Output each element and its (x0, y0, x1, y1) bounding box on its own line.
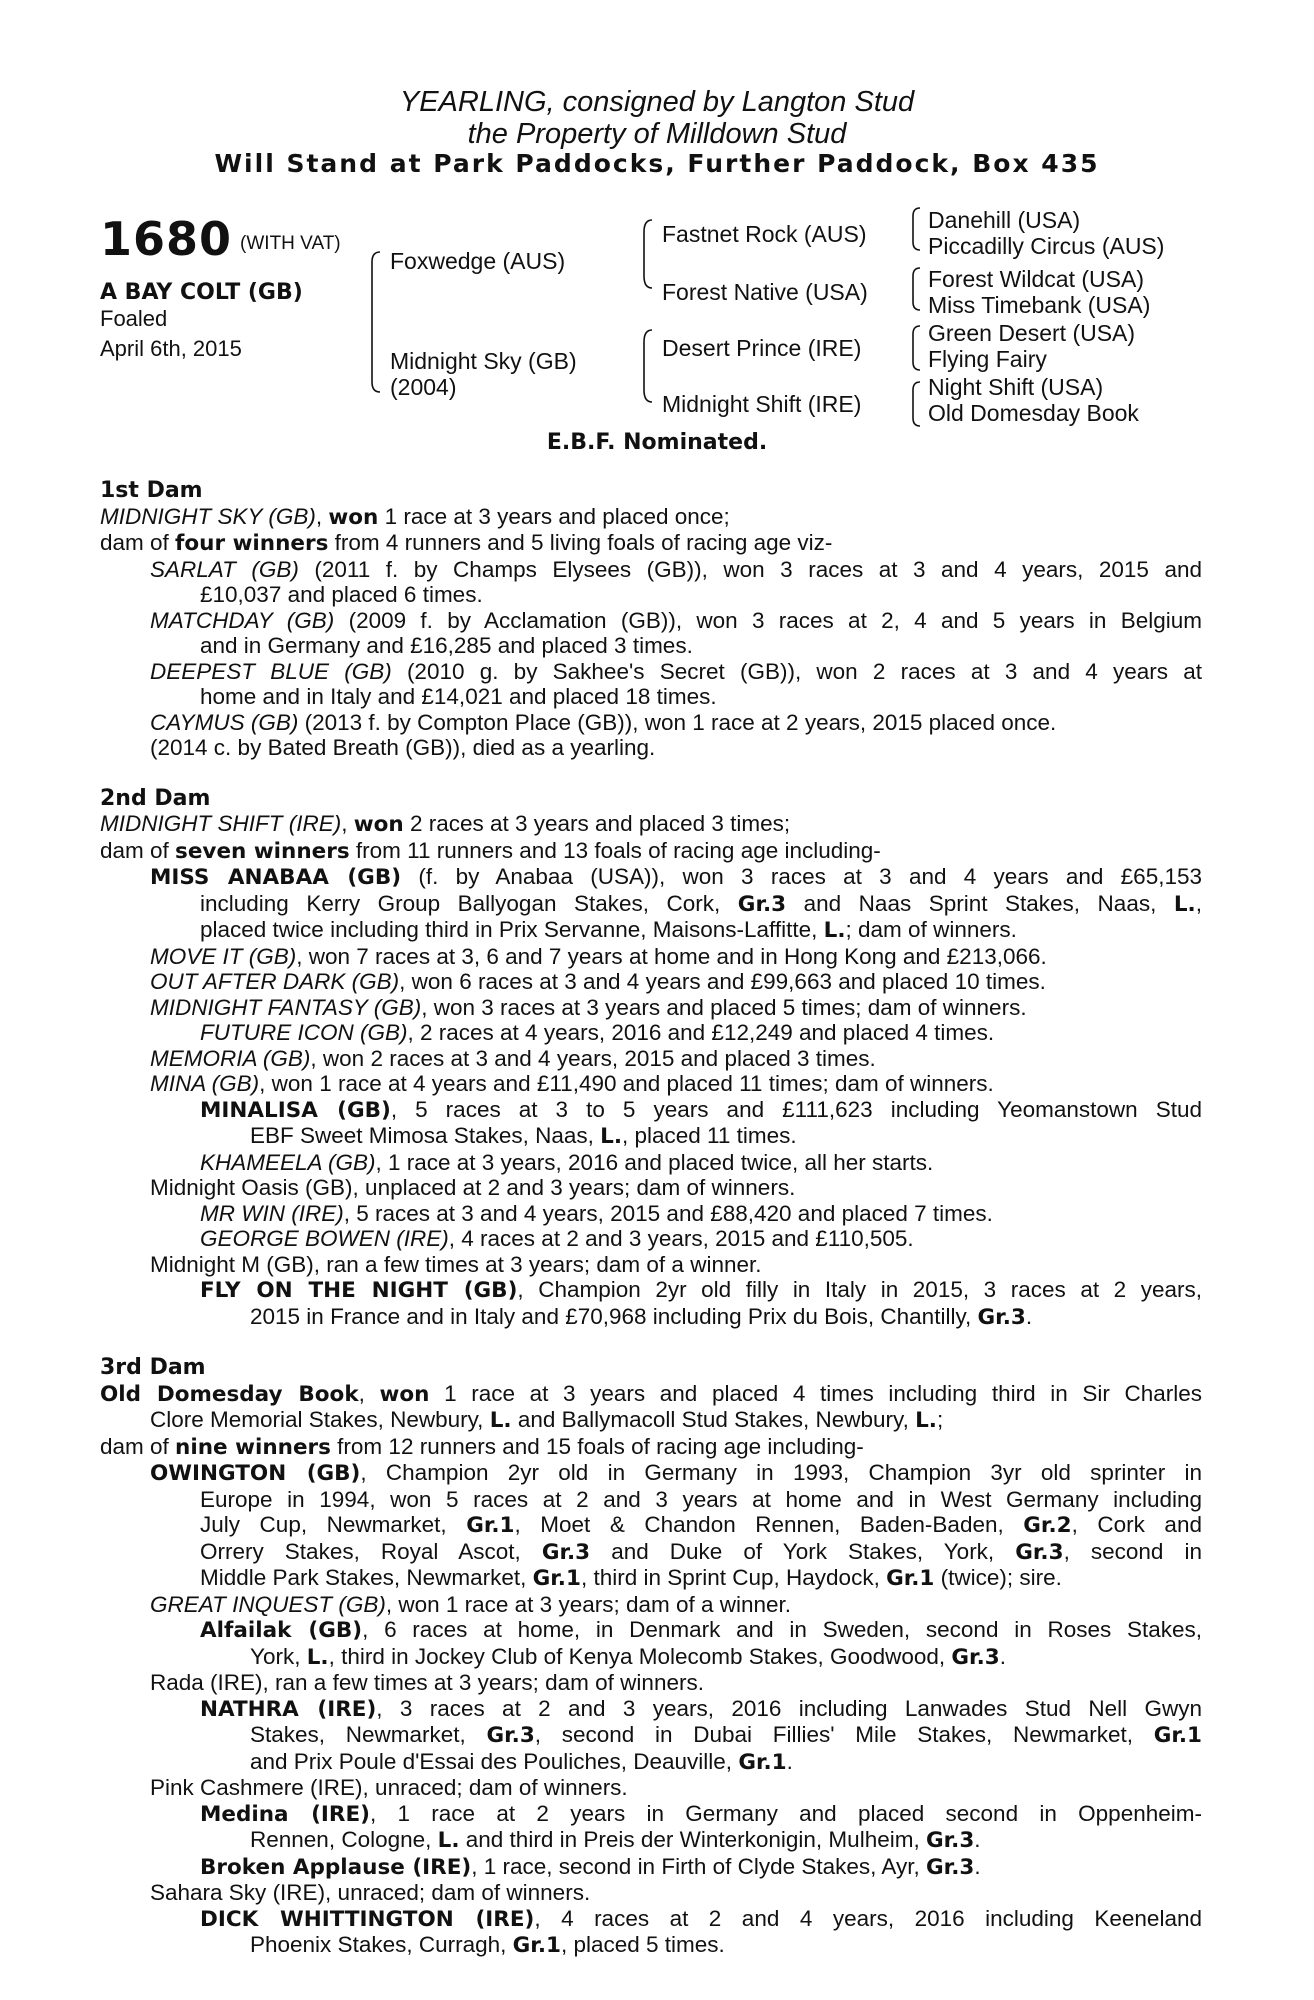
progeny-text: and Prix Poule d'Essai des Pouliches, Deauville, (250, 1748, 739, 1774)
grade: L. (823, 918, 846, 943)
section-gap (100, 1330, 1202, 1355)
winners-count: nine winners (175, 1434, 331, 1460)
grade: L. (437, 1828, 460, 1853)
progeny-entry (100, 1617, 1202, 1644)
progeny-text: including Kerry Group Ballyogan Stakes, Cork, (200, 890, 738, 916)
progeny-text: . (1025, 1303, 1033, 1329)
produce-text: from 11 runners and 13 foals of racing age including- (349, 837, 881, 863)
progeny-entry (100, 995, 1202, 1021)
progeny-text: , won 7 races at 3, 6 and 7 years at home and in Hong Kong and £213,066. (296, 943, 1047, 969)
progeny-text: . (974, 1853, 981, 1879)
progeny-text: , Cork and (1071, 1512, 1202, 1537)
progeny-entry (100, 659, 1202, 685)
catalogue-body (100, 478, 1202, 1959)
record-text: 1 race at 3 years and placed 4 times including third in Sir Charles (429, 1380, 1202, 1406)
progeny-text: , Champion 2yr old in Germany in 1993, Champion 3yr old sprinter in (360, 1460, 1202, 1485)
grade: Gr.3 (1015, 1539, 1064, 1565)
progeny-text: , Champion 2yr old filly in Italy in 2015, 3 races at 2 years, (517, 1277, 1202, 1302)
progeny-text: , won 1 race at 4 years and £11,490 and placed 11 times; dam of winners. (259, 1071, 994, 1096)
progeny-entry (100, 1201, 1202, 1227)
progeny-text: , won 3 races at 3 years and placed 5 times; dam of winners. (421, 994, 1027, 1020)
progeny-name: MISS ANABAA (GB) (150, 865, 402, 890)
dam-name: MIDNIGHT SHIFT (IRE) (100, 811, 342, 836)
grade: Gr.1 (466, 1513, 515, 1538)
progeny-text: and Duke of York Stakes, York, (590, 1538, 1016, 1564)
progeny-entry (100, 1046, 1202, 1072)
progeny-entry (100, 944, 1202, 970)
progeny-text: Middle Park Stakes, Newmarket, (200, 1565, 533, 1590)
won-label: won (328, 504, 379, 530)
progeny-text: Stakes, Newmarket, (250, 1722, 487, 1747)
progeny-name: Medina (IRE) (200, 1801, 370, 1827)
progeny-entry (100, 1277, 1202, 1304)
produce-text: dam of (100, 530, 176, 555)
second-dam-record: MIDNIGHT SHIFT (IRE), won 2 races at 3 years and placed 3 times; (100, 811, 791, 837)
third-dam-record (100, 1381, 1202, 1408)
progeny-text: , 2 races at 4 years, 2016 and £12,249 and placed 4 times. (407, 1020, 995, 1045)
progeny-text: , 1 race at 3 years, 2016 and placed twice, all her starts. (375, 1149, 934, 1175)
grade: Gr.3 (926, 1854, 975, 1880)
progeny-entry-cont: Europe in 1994, won 5 races at 2 and 3 years at home and in West Germany including (200, 1486, 1202, 1512)
progeny-name: MINA (GB) (150, 1071, 260, 1096)
pedigree-dam-year: (2004) (390, 374, 457, 400)
grade: L. (489, 1408, 512, 1433)
progeny-name: Broken Applause (IRE) (200, 1854, 472, 1880)
pedigree-sire-dam: Forest Native (USA) (662, 279, 868, 305)
dam-name: Old Domesday Book (100, 1381, 359, 1407)
progeny-entry-cont (100, 1644, 1202, 1671)
progeny-name: KHAMEELA (GB) (200, 1149, 376, 1175)
bracket-forest (913, 268, 920, 310)
progeny-text: , (1195, 890, 1202, 916)
foaled-date: April 6th, 2015 (100, 336, 242, 361)
pedigree-sire-sire: Fastnet Rock (AUS) (662, 221, 867, 247)
progeny-text: EBF Sweet Mimosa Stakes, Naas, (250, 1123, 601, 1148)
progeny-entry-cont: £10,037 and placed 6 times. (200, 582, 483, 607)
progeny-text: , placed 11 times. (622, 1123, 797, 1148)
progeny-entry (100, 1696, 1202, 1723)
dam-name: MIDNIGHT SKY (GB) (100, 503, 316, 529)
stable-location: Will Stand at Park Paddocks, Further Paddock, Box 435 (214, 149, 1100, 178)
progeny-entry (100, 1097, 1202, 1124)
progeny-text: (2009 f. by Acclamation (GB)), won 3 races at 2, 4 and 5 years in Belgium (334, 607, 1202, 633)
progeny-text: . (999, 1643, 1006, 1669)
grade: Gr.1 (512, 1933, 561, 1958)
progeny-name: GREAT INQUEST (GB) (150, 1591, 386, 1617)
ebf-nomination: E.B.F. Nominated. (546, 430, 768, 455)
progeny-entry (100, 969, 1202, 995)
grade: Gr.1 (532, 1566, 581, 1591)
progeny-text: (2011 f. by Champs Elysees (GB)), won 3 races at 3 and 4 years, 2015 and (298, 556, 1202, 582)
progeny-name: MATCHDAY (GB) (150, 607, 335, 633)
progeny-text: (2010 g. by Sakhee's Secret (GB)), won 2 races at 3 and 4 years at (391, 658, 1203, 684)
progeny-entry (100, 1226, 1202, 1252)
progeny-name: SARLAT (GB) (150, 556, 299, 582)
produce-text: from 12 runners and 15 foals of racing age including- (330, 1433, 864, 1459)
progeny-text: , won 2 races at 3 and 4 years, 2015 and placed 3 times. (310, 1045, 876, 1071)
third-dam-record-cont (100, 1407, 1202, 1434)
record-text: ; (936, 1407, 944, 1432)
won-label: won (353, 812, 404, 837)
pedigree-ggs-6: Flying Fairy (928, 346, 1047, 372)
progeny-text: , 4 races at 2 and 3 years, 2015 and £110,505. (448, 1226, 914, 1251)
grade: Gr.1 (738, 1749, 787, 1775)
progeny-entry (100, 1150, 1202, 1176)
progeny-text: , won 6 races at 3 and 4 years and £99,663 and placed 10 times. (399, 969, 1046, 994)
progeny-name: NATHRA (IRE) (200, 1696, 377, 1722)
bracket-shift (913, 382, 920, 426)
progeny-text: York, (250, 1643, 307, 1669)
progeny-name: GEORGE BOWEN (IRE) (200, 1226, 449, 1251)
pedigree-ggs-3: Forest Wildcat (USA) (928, 266, 1144, 292)
first-dam-title: 1st Dam (100, 478, 203, 503)
progeny-text: , placed 5 times. (560, 1932, 725, 1957)
produce-text: dam of (100, 1433, 176, 1459)
progeny-entry-cont (100, 1827, 1202, 1854)
third-dam-produce (100, 1434, 1202, 1461)
first-dam-record: MIDNIGHT SKY (GB), won 1 race at 3 years and placed once; (100, 503, 730, 530)
progeny-text: . (974, 1827, 981, 1852)
vat-note: (WITH VAT) (240, 233, 341, 254)
pedigree-ggs-5: Green Desert (USA) (928, 320, 1136, 346)
second-dam-title: 2nd Dam (100, 785, 211, 811)
progeny-entry (100, 1801, 1202, 1828)
grade: Gr.3 (737, 891, 787, 917)
progeny-text: . (786, 1748, 793, 1774)
pedigree-sire: Foxwedge (AUS) (390, 248, 566, 274)
progeny-entry (100, 1071, 1202, 1097)
pedigree-ggs-7: Night Shift (USA) (928, 374, 1104, 400)
record-text: and Ballymacoll Stud Stakes, Newbury, (511, 1407, 916, 1432)
pedigree-ggs-4: Miss Timebank (USA) (928, 292, 1151, 318)
progeny-text: ; dam of winners. (845, 917, 1017, 942)
grade: L. (1173, 891, 1196, 917)
grade: Gr.3 (925, 1828, 975, 1853)
lot-number: 1680 (100, 212, 233, 266)
progeny-text: , 6 races at home, in Denmark and in Sweden, second in Roses Stakes, (362, 1617, 1202, 1642)
progeny-entry (100, 1592, 1202, 1618)
pedigree-dam-sire: Desert Prince (IRE) (662, 335, 862, 361)
progeny-text: (f. by Anabaa (USA)), won 3 races at 3 and 4 years and £65,153 (401, 864, 1202, 889)
progeny-entry (100, 1460, 1202, 1487)
second-dam-produce (100, 838, 1202, 865)
pedigree-ggs-2: Piccadilly Circus (AUS) (928, 233, 1165, 259)
progeny-text: , 1 race at 2 years in Germany and placed second in Oppenheim- (369, 1800, 1202, 1826)
produce-text: from 4 runners and 5 living foals of racing age viz- (328, 530, 833, 555)
grade: Gr.3 (541, 1539, 591, 1565)
progeny-entry-cont (100, 917, 1202, 944)
grade: Gr.2 (1023, 1513, 1072, 1538)
progeny-name: MOVE IT (GB) (150, 943, 297, 969)
progeny-text: , 4 races at 2 and 4 years, 2016 including Keeneland (534, 1905, 1202, 1931)
progeny-text: Rennen, Cologne, (250, 1827, 438, 1852)
progeny-text: 2015 in France and in Italy and £70,968 including Prix du Bois, Chantilly, (250, 1303, 978, 1329)
record-text: 1 race at 3 years and placed once; (378, 503, 730, 529)
progeny-name: DEEPEST BLUE (GB) (150, 658, 392, 684)
progeny-entry (100, 1906, 1202, 1933)
progeny-entry (100, 557, 1202, 583)
progeny-name: CAYMUS (GB) (150, 709, 299, 735)
produce-text: dam of (100, 837, 176, 863)
property-line: the Property of Milldown Stud (467, 118, 847, 150)
progeny-entry-cont (100, 1932, 1202, 1959)
progeny-text: (2013 f. by Compton Place (GB)), won 1 race at 2 years, 2015 placed once. (298, 709, 1057, 735)
progeny-name: MEMORIA (GB) (150, 1045, 311, 1071)
winners-count: four winners (175, 531, 329, 556)
grade: Gr.3 (951, 1644, 1000, 1670)
record-text: 2 races at 3 years and placed 3 times; (403, 811, 791, 836)
progeny-entry (100, 608, 1202, 634)
progeny-entry-cont (100, 1123, 1202, 1150)
progeny-name: Alfailak (GB) (200, 1618, 363, 1643)
grade: L. (600, 1124, 622, 1149)
progeny-entry: (2014 c. by Bated Breath (GB)), died as a yearling. (150, 735, 656, 760)
progeny-text: July Cup, Newmarket, (200, 1512, 467, 1537)
section-gap (100, 761, 1202, 786)
progeny-name: FUTURE ICON (GB) (200, 1020, 408, 1045)
consignor-line: YEARLING, consigned by Langton Stud (399, 86, 915, 118)
grade: L. (306, 1644, 329, 1670)
won-label: won (379, 1381, 430, 1407)
record-text: , (358, 1380, 380, 1406)
pedigree-brackets (0, 0, 1314, 440)
bracket-fastnet (913, 208, 920, 250)
progeny-entry (100, 710, 1202, 736)
progeny-entry: Pink Cashmere (IRE), unraced; dam of winners. (150, 1775, 628, 1800)
progeny-text: (twice); sire. (934, 1565, 1062, 1590)
progeny-entry-cont (100, 1539, 1202, 1566)
progeny-entry-cont (100, 1565, 1202, 1592)
bracket-dam (644, 330, 652, 402)
progeny-entry (100, 1020, 1202, 1046)
progeny-text: Phoenix Stakes, Curragh, (250, 1932, 513, 1957)
progeny-name: MIDNIGHT FANTASY (GB) (150, 994, 422, 1020)
progeny-text: and third in Preis der Winterkonigin, Mulheim, (459, 1827, 926, 1852)
horse-name: A BAY COLT (GB) (100, 280, 303, 305)
progeny-entry-cont (100, 1722, 1202, 1749)
progeny-entry: Rada (IRE), ran a few times at 3 years; dam of winners. (150, 1670, 704, 1695)
progeny-entry-cont (100, 1304, 1202, 1331)
progeny-entry-cont (100, 1512, 1202, 1539)
progeny-entry: Midnight Oasis (GB), unplaced at 2 and 3 years; dam of winners. (150, 1175, 796, 1200)
progeny-name: DICK WHITTINGTON (IRE) (200, 1906, 535, 1932)
progeny-entry (100, 1854, 1202, 1881)
grade: Gr.1 (886, 1566, 935, 1591)
bracket-sire (644, 220, 652, 288)
grade: Gr.1 (1153, 1723, 1202, 1748)
progeny-name: MINALISA (GB) (200, 1097, 391, 1123)
pedigree-ggs-1: Danehill (USA) (928, 207, 1081, 233)
progeny-text: , 1 race, second in Firth of Clyde Stakes, Ayr, (471, 1853, 927, 1879)
progeny-entry-cont (100, 891, 1202, 918)
foaled-label: Foaled (100, 306, 168, 331)
progeny-name: FLY ON THE NIGHT (GB) (200, 1278, 518, 1303)
progeny-entry (100, 864, 1202, 891)
progeny-name: OWINGTON (GB) (150, 1461, 361, 1486)
progeny-text: , third in Sprint Cup, Haydock, (580, 1565, 887, 1590)
progeny-entry: Midnight M (GB), ran a few times at 3 years; dam of a winner. (150, 1251, 762, 1277)
progeny-entry-cont: home and in Italy and £14,021 and placed 18 times. (200, 684, 717, 709)
grade: Gr.3 (486, 1723, 535, 1748)
grade: Gr.3 (977, 1304, 1026, 1330)
pedigree-ggs-8: Old Domesday Book (928, 400, 1139, 426)
progeny-text: , 5 races at 3 and 4 years, 2015 and £88,420 and placed 7 times. (343, 1200, 993, 1226)
progeny-text: , 5 races at 3 to 5 years and £111,623 including Yeomanstown Stud (390, 1096, 1202, 1122)
grade: L. (915, 1408, 937, 1433)
pedigree-dam: Midnight Sky (GB) (390, 348, 577, 374)
third-dam-title: 3rd Dam (100, 1355, 206, 1380)
pedigree-dam-dam: Midnight Shift (IRE) (662, 391, 862, 417)
progeny-entry-cont (100, 1749, 1202, 1776)
progeny-text: Orrery Stakes, Royal Ascot, (200, 1538, 542, 1564)
winners-count: seven winners (175, 838, 350, 864)
progeny-text: , 3 races at 2 and 3 years, 2016 including Lanwades Stud Nell Gwyn (376, 1695, 1202, 1721)
progeny-text: and Naas Sprint Stakes, Naas, (786, 890, 1174, 916)
progeny-text: placed twice including third in Prix Servanne, Maisons-Laffitte, (200, 917, 824, 942)
progeny-text: , Moet & Chandon Rennen, Baden-Baden, (514, 1512, 1024, 1537)
record-text: Clore Memorial Stakes, Newbury, (150, 1407, 490, 1432)
progeny-entry-cont: and in Germany and £16,285 and placed 3 times. (200, 633, 693, 658)
progeny-name: MR WIN (IRE) (200, 1200, 344, 1226)
progeny-text: , won 1 race at 3 years; dam of a winner. (385, 1591, 792, 1617)
progeny-entry: Sahara Sky (IRE), unraced; dam of winners. (150, 1880, 591, 1905)
progeny-text: , second in (1063, 1538, 1202, 1564)
first-dam-produce (100, 530, 1202, 557)
bracket-desert (913, 326, 920, 370)
progeny-text: , second in Dubai Fillies' Mile Stakes, Newmarket, (534, 1722, 1154, 1747)
bracket-main (372, 252, 380, 392)
progeny-text: , third in Jockey Club of Kenya Molecomb Stakes, Goodwood, (328, 1643, 952, 1669)
progeny-name: OUT AFTER DARK (GB) (150, 969, 400, 994)
